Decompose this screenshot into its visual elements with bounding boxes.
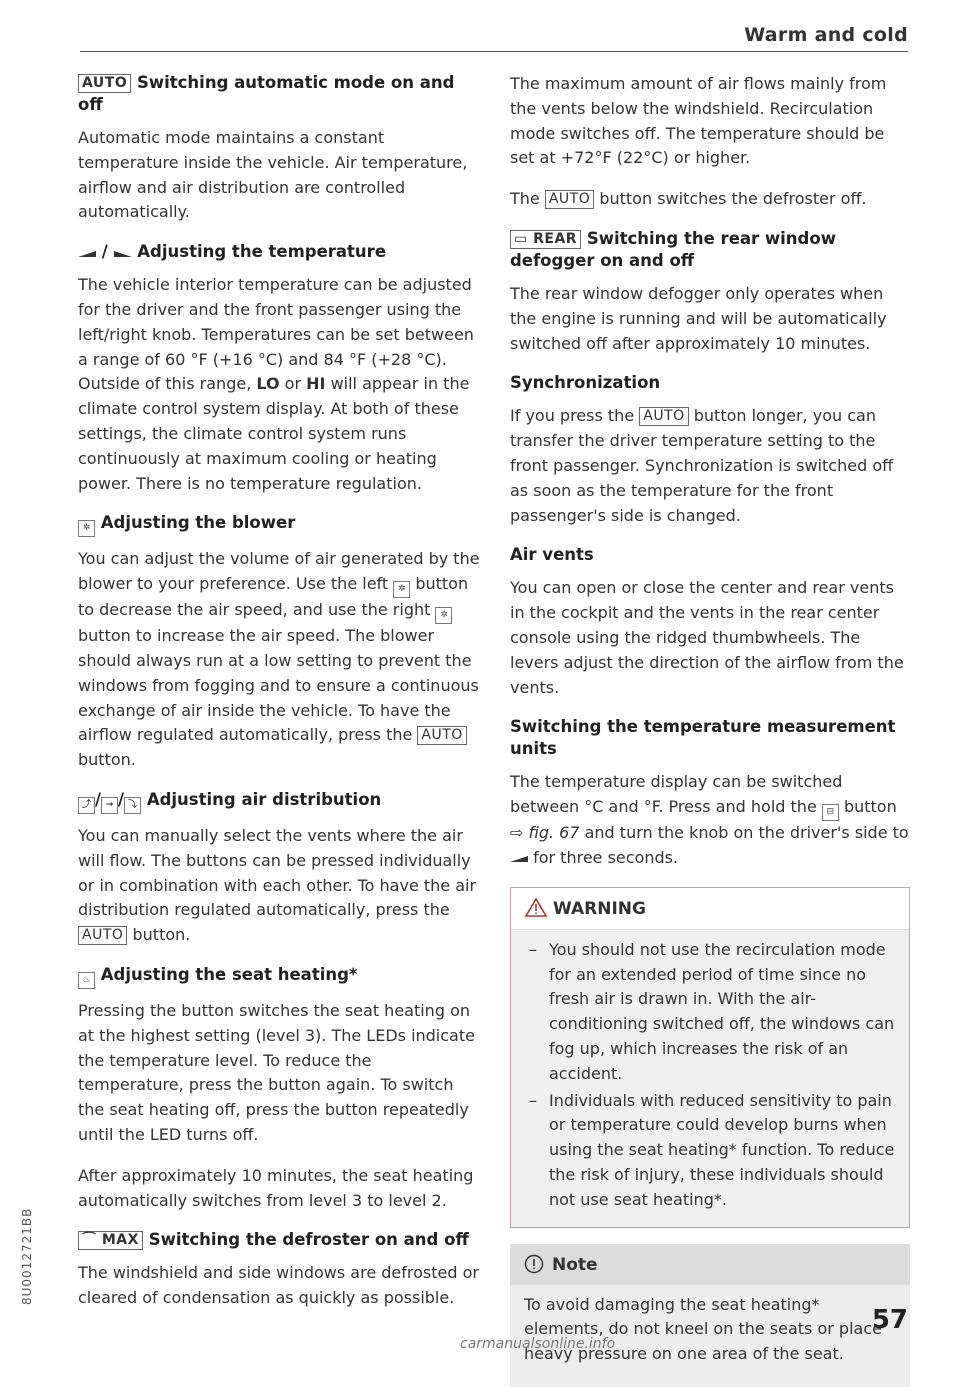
left-column — [78, 72, 480, 1327]
fan-icon: ✲ — [435, 607, 452, 624]
note-heading: Note — [510, 1244, 910, 1285]
list-item: – Individuals with reduced sensitivity to pain or temperature could develop burns when using the seat heating* function. To reduce the risk of injury, these individuals should not use seat heating*. — [525, 1089, 895, 1213]
vents-body: You can open or close the center and rear vents in the cockpit and the vents in the rear center console using the ridged thumbwheels. The levers adjust the direction of the airflow from the vents. — [510, 578, 904, 697]
note-box — [510, 1244, 910, 1387]
defrost-max-key: ⌒ MAX — [78, 1231, 143, 1250]
defrost-continued: The maximum amount of air flows mainly from the vents below the windshield. Recirculation mode switches off. The temperature should be set at +72°F (22°C) or higher. — [510, 74, 887, 168]
air-windshield-icon: ⤴ — [78, 797, 95, 814]
car-settings-icon: ⊟ — [822, 804, 839, 821]
air-footwell-icon: ⤵ — [124, 797, 141, 814]
temp-heading — [78, 241, 480, 263]
auto-key: AUTO — [417, 726, 466, 745]
warning-heading: WARNING — [511, 888, 909, 930]
rear-body: The rear window defogger only operates when the engine is running and will be automatically switched off after approximately 10 minutes. — [510, 283, 887, 353]
distribution-body: You can manually select the vents where the air will flow. The buttons can be pressed individually or in combination with each other. To have the air distribution regulated automatically, press the AUTO button. — [78, 825, 477, 945]
warning-body — [511, 930, 909, 1227]
defrost-body: The windshield and side windows are defrosted or cleared of condensation as quickly as possible. — [78, 1263, 479, 1308]
note-text: To avoid damaging the seat heating* elements, do not kneel on the seats or place heavy pressure on one area of the seat. — [524, 1294, 882, 1364]
auto-heading — [78, 72, 480, 116]
rear-heading-text: Switching the rear window defogger on and off — [510, 228, 836, 270]
blower-heading — [78, 512, 480, 537]
rear-key: ▭ REAR — [510, 230, 581, 249]
vents-heading: Air vents — [510, 545, 594, 565]
warning-icon — [525, 898, 547, 917]
defrost-heading — [78, 1229, 480, 1251]
figure-ref: ⇨ fig. 67 — [510, 823, 580, 843]
auto-heading-text: Switching automatic mode on and off — [78, 73, 455, 114]
distribution-heading-text: Adjusting air distribution — [146, 789, 382, 809]
fan-icon: ✲ — [78, 520, 95, 537]
defrost-icon: ⌒ — [82, 1232, 97, 1249]
auto-key: AUTO — [639, 407, 688, 426]
rear-defog-heading — [510, 228, 910, 272]
temp-down-icon — [510, 853, 528, 863]
units-heading: Switching the temperature measurement units — [510, 717, 896, 759]
temp-up-icon — [114, 248, 132, 258]
document-code: 8U0012721BB — [20, 1207, 34, 1305]
sync-body: If you press the AUTO button longer, you can transfer the driver temperature setting to the front passenger. Synchronization is switched off as soon as the temperature for the front passenger's side is changed. — [510, 406, 894, 525]
auto-key: AUTO — [78, 926, 127, 945]
distribution-heading: ⤴ / → / ⤵ Adjusting air distribution — [78, 789, 480, 814]
warning-list — [525, 938, 895, 1213]
temp-body: The vehicle interior temperature can be adjusted for the driver and the front passenger using the left/right knob. Temperatures can be set between a range of 60 °F (+16 °C) and 84 °F (+28 °C). Outside of this range, LO or HI will appear in the climate control system display. At both of these settings, the climate control system runs continuously at maximum cooling or heating power. There is no temperature regulation. — [78, 275, 474, 493]
auto-body: Automatic mode maintains a constant temperature inside the vehicle. Air temperature, airflow and air distribution are controlled automatically. — [78, 128, 468, 222]
warning-box — [510, 887, 910, 1228]
seat-heating-heading — [78, 964, 480, 989]
units-body: The temperature display can be switched between °C and °F. Press and hold the ⊟ button ⇨ fig. 67 and turn the knob on the driver's side to for three seconds. — [510, 772, 909, 867]
blower-heading-text: Adjusting the blower — [100, 513, 296, 533]
right-column — [510, 72, 910, 1387]
rear-window-icon: ▭ — [514, 230, 528, 247]
seat-heating-icon: ♨ — [78, 972, 95, 989]
list-item: – You should not use the recirculation mode for an extended period of time since no fresh air is drawn in. With the air-conditioning switched off, the windows can fog up, which increases the risk of an accident. — [525, 938, 895, 1087]
seat-body-2: After approximately 10 minutes, the seat heating automatically switches from level 3 to level 2. — [78, 1165, 474, 1210]
defrost-heading-text: Switching the defroster on and off — [148, 1230, 469, 1250]
defrost-off: The AUTO button switches the defroster off. — [510, 189, 867, 209]
sync-heading: Synchronization — [510, 373, 661, 393]
temp-separator: / — [101, 242, 108, 262]
running-title: Warm and cold — [744, 24, 908, 46]
seat-heading-text: Adjusting the seat heating* — [100, 964, 358, 984]
temp-heading-text: Adjusting the temperature — [137, 242, 387, 262]
air-upper-icon: → — [101, 797, 118, 814]
note-icon — [524, 1254, 544, 1274]
page-number: 57 — [871, 1305, 908, 1335]
auto-key: AUTO — [78, 74, 131, 93]
seat-body-1: Pressing the button switches the seat heating on at the highest setting (level 3). The LEDs indicate the temperature level. To reduce the temperature, press the button again. To switch the seat heating off, press the button repeatedly until the LED turns off. — [78, 1000, 475, 1144]
fan-icon: ✲ — [393, 581, 410, 598]
blower-body: You can adjust the volume of air generated by the blower to your preference. Use the left ✲ button to decrease the air speed, and use the right ✲ button to increase the air speed. The blower should always run at a low setting to prevent the windows from fogging and to ensure a continuous exchange of air inside the vehicle. To have the airflow regulated automatically, press the AUTO button. — [78, 549, 480, 770]
auto-key: AUTO — [545, 190, 594, 209]
watermark: carmanualsonline.info — [460, 1336, 616, 1352]
temp-down-icon — [78, 248, 96, 258]
header-rule — [80, 51, 908, 52]
